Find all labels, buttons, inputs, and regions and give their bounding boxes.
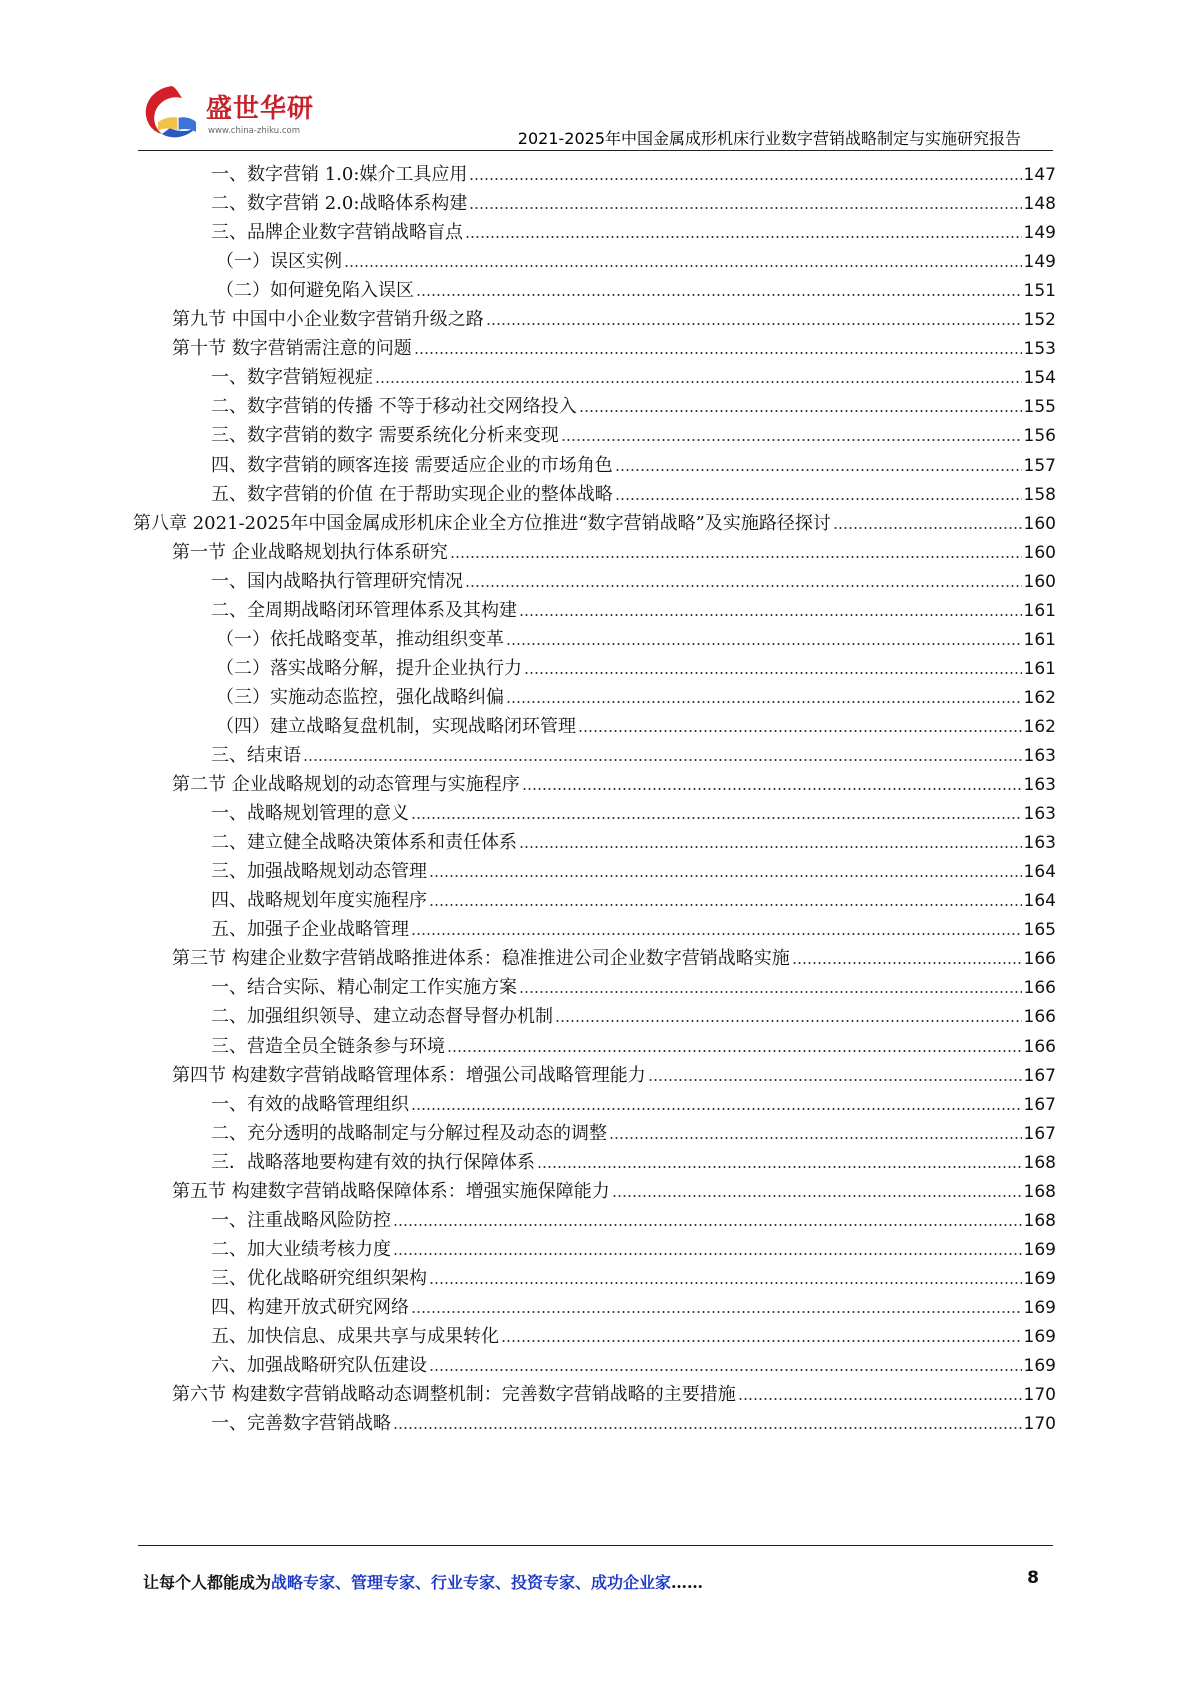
toc-entry[interactable] <box>211 739 1056 767</box>
toc-entry-page: 157 <box>1023 455 1056 476</box>
toc-leader-dots <box>612 1194 1022 1198</box>
toc-entry-page: 155 <box>1023 397 1056 418</box>
toc-leader-dots <box>411 932 1022 936</box>
toc-entry-page: 156 <box>1023 426 1056 447</box>
footer-divider <box>138 1545 1053 1546</box>
toc-entry[interactable] <box>211 1000 1056 1028</box>
toc-entry-page: 149 <box>1023 223 1056 244</box>
toc-entry[interactable] <box>172 942 1056 970</box>
toc-entry-page: 167 <box>1023 1094 1056 1115</box>
toc-entry-page: 162 <box>1023 716 1056 737</box>
toc-leader-dots <box>792 961 1022 965</box>
toc-entry-page: 152 <box>1023 310 1056 331</box>
page-number: 8 <box>1027 1568 1039 1588</box>
toc-entry[interactable] <box>211 913 1056 941</box>
toc-entry-page: 166 <box>1023 1036 1056 1057</box>
toc-entry-page: 162 <box>1023 687 1056 708</box>
toc-entry-page: 164 <box>1023 862 1056 883</box>
toc-entry[interactable] <box>211 565 1056 593</box>
toc-leader-dots <box>579 409 1022 413</box>
toc-entry[interactable] <box>216 623 1056 651</box>
brand-logo <box>138 82 328 148</box>
toc-entry[interactable] <box>211 419 1056 447</box>
toc-leader-dots <box>648 1078 1022 1082</box>
toc-entry-page: 163 <box>1023 833 1056 854</box>
toc-leader-dots <box>537 1165 1022 1169</box>
toc-entry-page: 163 <box>1023 804 1056 825</box>
header-divider <box>138 150 1053 151</box>
toc-entry-page: 170 <box>1023 1385 1056 1406</box>
toc-entry[interactable] <box>211 971 1056 999</box>
toc-entry[interactable] <box>216 652 1056 680</box>
toc-entry-title: （一）误区实例 <box>216 251 342 273</box>
toc-entry-title: 二、数字营销 2.0:战略体系构建 <box>211 193 468 215</box>
toc-entry-title: 一、完善数字营销战略 <box>211 1413 391 1435</box>
toc-entry-title: 三、营造全员全链条参与环境 <box>211 1035 445 1057</box>
toc-leader-dots <box>519 613 1022 617</box>
toc-entry[interactable] <box>133 507 1056 535</box>
toc-entry-page: 168 <box>1023 1152 1056 1173</box>
toc-entry-page: 161 <box>1023 600 1056 621</box>
toc-entry[interactable] <box>211 216 1056 244</box>
toc-entry-title: 第六节 构建数字营销战略动态调整机制：完善数字营销战略的主要措施 <box>172 1384 736 1406</box>
toc-entry-page: 151 <box>1023 281 1056 302</box>
toc-leader-dots <box>411 1310 1022 1314</box>
toc-leader-dots <box>615 497 1022 501</box>
brand-url: www.china-zhiku.com <box>208 126 300 136</box>
toc-entry-page: 163 <box>1023 746 1056 766</box>
toc-leader-dots <box>416 293 1022 297</box>
toc-leader-dots <box>429 903 1022 907</box>
toc-entry-title: 二、全周期战略闭环管理体系及其构建 <box>211 599 517 621</box>
toc-entry-page: 168 <box>1023 1181 1056 1202</box>
toc-entry-page: 166 <box>1023 949 1056 970</box>
toc-entry-page: 169 <box>1023 1356 1056 1377</box>
toc-leader-dots <box>524 671 1022 675</box>
toc-leader-dots <box>469 206 1021 210</box>
toc-entry-title: 一、结合实际、精心制定工作实施方案 <box>211 977 517 999</box>
toc-entry[interactable] <box>216 245 1056 273</box>
toc-entry-page: 166 <box>1023 1007 1056 1028</box>
toc-entry-title: 三、品牌企业数字营销战略盲点 <box>211 222 463 244</box>
toc-leader-dots <box>615 468 1022 472</box>
toc-entry[interactable] <box>211 1146 1056 1174</box>
toc-entry-title: 第八章 2021-2025年中国金属成形机床企业全方位推进“数字营销战略”及实施路径探讨 <box>133 512 831 534</box>
toc-leader-dots <box>393 1252 1022 1256</box>
toc-entry-page: 160 <box>1023 571 1056 592</box>
toc-leader-dots <box>522 787 1022 791</box>
toc-entry[interactable] <box>211 884 1056 912</box>
toc-leader-dots <box>506 642 1022 646</box>
toc-entry-page: 164 <box>1023 891 1056 912</box>
toc-entry-title: 一、数字营销 1.0:媒介工具应用 <box>211 164 468 185</box>
toc-leader-dots <box>393 1426 1022 1430</box>
toc-leader-dots <box>469 177 1021 181</box>
toc-entry[interactable] <box>172 536 1056 564</box>
toc-entry-title: 一、有效的战略管理组织 <box>211 1093 409 1115</box>
toc-entry[interactable] <box>211 1291 1056 1319</box>
toc-leader-dots <box>344 264 1022 268</box>
toc-entry-page: 163 <box>1023 775 1056 796</box>
toc-entry-page: 161 <box>1023 629 1056 650</box>
toc-entry[interactable] <box>211 1407 1056 1435</box>
toc-entry[interactable] <box>211 1088 1056 1116</box>
toc-entry-title: （三）实施动态监控，强化战略纠偏 <box>216 686 504 708</box>
toc-entry[interactable] <box>172 332 1056 360</box>
footer-slogan <box>143 1570 703 1593</box>
toc-entry-title: 二、建立健全战略决策体系和责任体系 <box>211 832 517 854</box>
toc-entry-title: 第九节 中国中小企业数字营销升级之路 <box>172 309 484 331</box>
footer-highlight: 战略专家、管理专家、行业专家、投资专家、成功企业家 <box>271 1573 672 1592</box>
toc-entry[interactable] <box>211 158 1056 186</box>
toc-entry-title: 六、加强战略研究队伍建设 <box>211 1355 427 1377</box>
toc-entry-title: 二、数字营销的传播 不等于移动社交网络投入 <box>211 396 577 418</box>
toc-entry-page: 158 <box>1023 484 1056 505</box>
toc-entry-title: 第四节 构建数字营销战略管理体系：增强公司战略管理能力 <box>172 1064 646 1086</box>
toc-entry-title: 三、结束语 <box>211 745 301 766</box>
toc-entry-page: 167 <box>1023 1123 1056 1144</box>
logo-swoosh-icon <box>138 82 204 144</box>
toc-leader-dots <box>578 729 1022 733</box>
toc-entry[interactable] <box>211 1204 1056 1232</box>
toc-leader-dots <box>375 380 1022 384</box>
toc-leader-dots <box>486 322 1022 326</box>
toc-entry-title: 三．战略落地要构建有效的执行保障体系 <box>211 1151 535 1173</box>
toc-entry-title: 一、战略规划管理的意义 <box>211 803 409 825</box>
toc-entry[interactable] <box>211 1262 1056 1290</box>
toc-entry-title: （一）依托战略变革，推动组织变革 <box>216 628 504 650</box>
toc-entry[interactable] <box>172 303 1056 331</box>
toc-entry-page: 167 <box>1023 1065 1056 1086</box>
page-header <box>0 0 1191 150</box>
toc-entry-title: （四）建立战略复盘机制，实现战略闭环管理 <box>216 715 576 737</box>
toc-entry-title: 五、加快信息、成果共享与成果转化 <box>211 1326 499 1347</box>
toc-entry-title: 一、国内战略执行管理研究情况 <box>211 570 463 592</box>
toc-entry-title: 三、数字营销的数字 需要系统化分析来变现 <box>211 425 559 447</box>
toc-leader-dots <box>833 526 1022 530</box>
toc-entry-title: 一、注重战略风险防控 <box>211 1209 391 1231</box>
toc-leader-dots <box>738 1397 1022 1401</box>
toc-entry-title: 四、数字营销的顾客连接 需要适应企业的市场角色 <box>211 454 613 476</box>
report-title: 2021-2025年中国金属成形机床行业数字营销战略制定与实施研究报告 <box>517 129 1021 148</box>
toc-entry[interactable] <box>211 1320 1056 1348</box>
toc-entry-title: 四、构建开放式研究网络 <box>211 1296 409 1318</box>
toc-leader-dots <box>429 1281 1022 1285</box>
toc-leader-dots <box>447 1049 1022 1053</box>
toc-leader-dots <box>411 816 1022 820</box>
toc-entry[interactable] <box>211 187 1056 215</box>
toc-entry-title: 第五节 构建数字营销战略保障体系：增强实施保障能力 <box>172 1180 610 1202</box>
footer-prefix: 让每个人都能成为 <box>143 1573 272 1592</box>
toc-entry-title: 一、数字营销短视症 <box>211 367 373 389</box>
toc-entry[interactable] <box>211 361 1056 389</box>
toc-leader-dots <box>450 555 1022 559</box>
toc-entry-title: 第十节 数字营销需注意的问题 <box>172 338 412 360</box>
toc-entry-title: 第二节 企业战略规划的动态管理与实施程序 <box>172 774 520 796</box>
toc-entry-page: 147 <box>1023 165 1056 185</box>
toc-entry-title: 二、充分透明的战略制定与分解过程及动态的调整 <box>211 1122 607 1144</box>
toc-leader-dots <box>506 700 1022 704</box>
toc-entry[interactable] <box>211 449 1056 477</box>
toc-leader-dots <box>609 1136 1022 1140</box>
toc-entry-page: 169 <box>1023 1239 1056 1260</box>
toc-entry-page: 169 <box>1023 1268 1056 1289</box>
toc-entry-page: 165 <box>1023 920 1056 941</box>
toc-entry-page: 169 <box>1023 1297 1056 1318</box>
toc-entry[interactable] <box>216 710 1056 738</box>
toc-entry-title: 五、数字营销的价值 在于帮助实现企业的整体战略 <box>211 483 613 505</box>
toc-entry[interactable] <box>211 478 1056 506</box>
toc-entry-title: 三、优化战略研究组织架构 <box>211 1267 427 1289</box>
toc-leader-dots <box>414 351 1022 355</box>
toc-entry-page: 154 <box>1023 368 1056 389</box>
toc-entry-title: （二）落实战略分解，提升企业执行力 <box>216 657 522 679</box>
toc-entry[interactable] <box>211 594 1056 622</box>
toc-entry-title: 第三节 构建企业数字营销战略推进体系：稳准推进公司企业数字营销战略实施 <box>172 948 790 970</box>
toc-entry[interactable] <box>211 855 1056 883</box>
toc-entry-title: 二、加大业绩考核力度 <box>211 1238 391 1260</box>
toc-entry-page: 169 <box>1023 1327 1056 1347</box>
toc-entry[interactable] <box>172 1059 1056 1087</box>
toc-leader-dots <box>561 438 1022 442</box>
toc-entry[interactable] <box>211 1233 1056 1261</box>
toc-entry[interactable] <box>172 768 1056 796</box>
toc-entry[interactable] <box>216 681 1056 709</box>
toc-entry-title: 三、加强战略规划动态管理 <box>211 861 427 883</box>
toc-entry[interactable] <box>172 1378 1056 1406</box>
toc-leader-dots <box>465 235 1022 239</box>
toc-leader-dots <box>465 584 1022 588</box>
toc-entry[interactable] <box>211 1030 1056 1058</box>
toc-entry-title: 四、战略规划年度实施程序 <box>211 890 427 912</box>
toc-entry-page: 161 <box>1023 658 1056 679</box>
toc-entry[interactable] <box>211 826 1056 854</box>
toc-leader-dots <box>303 758 1022 762</box>
toc-leader-dots <box>411 1107 1022 1111</box>
toc-entry[interactable] <box>216 274 1056 302</box>
toc-leader-dots <box>393 1223 1022 1227</box>
toc-entry-page: 153 <box>1023 339 1056 360</box>
footer-suffix: …… <box>671 1573 704 1592</box>
toc-entry-title: 二、加强组织领导、建立动态督导督办机制 <box>211 1006 553 1028</box>
toc-entry-page: 160 <box>1023 513 1056 534</box>
toc-entry-title: 五、加强子企业战略管理 <box>211 919 409 941</box>
toc-entry[interactable] <box>211 1117 1056 1145</box>
toc-entry-page: 148 <box>1023 194 1056 215</box>
toc-entry-page: 168 <box>1023 1210 1056 1231</box>
toc-leader-dots <box>501 1339 1022 1343</box>
toc-entry[interactable] <box>211 797 1056 825</box>
toc-leader-dots <box>429 874 1022 878</box>
toc-entry-page: 160 <box>1023 542 1056 563</box>
toc-entry-page: 149 <box>1023 252 1056 273</box>
toc-entry-page: 170 <box>1023 1414 1056 1435</box>
toc-entry[interactable] <box>211 390 1056 418</box>
toc-leader-dots <box>429 1368 1022 1372</box>
toc-entry-page: 166 <box>1023 978 1056 999</box>
toc-leader-dots <box>519 845 1022 849</box>
toc-entry-title: 第一节 企业战略规划执行体系研究 <box>172 541 448 563</box>
toc-leader-dots <box>555 1019 1022 1023</box>
brand-name: 盛世华研 <box>206 94 315 124</box>
toc-leader-dots <box>519 990 1022 994</box>
toc-entry[interactable] <box>172 1175 1056 1203</box>
toc-entry[interactable] <box>211 1349 1056 1377</box>
toc-entry-title: （二）如何避免陷入误区 <box>216 280 414 302</box>
